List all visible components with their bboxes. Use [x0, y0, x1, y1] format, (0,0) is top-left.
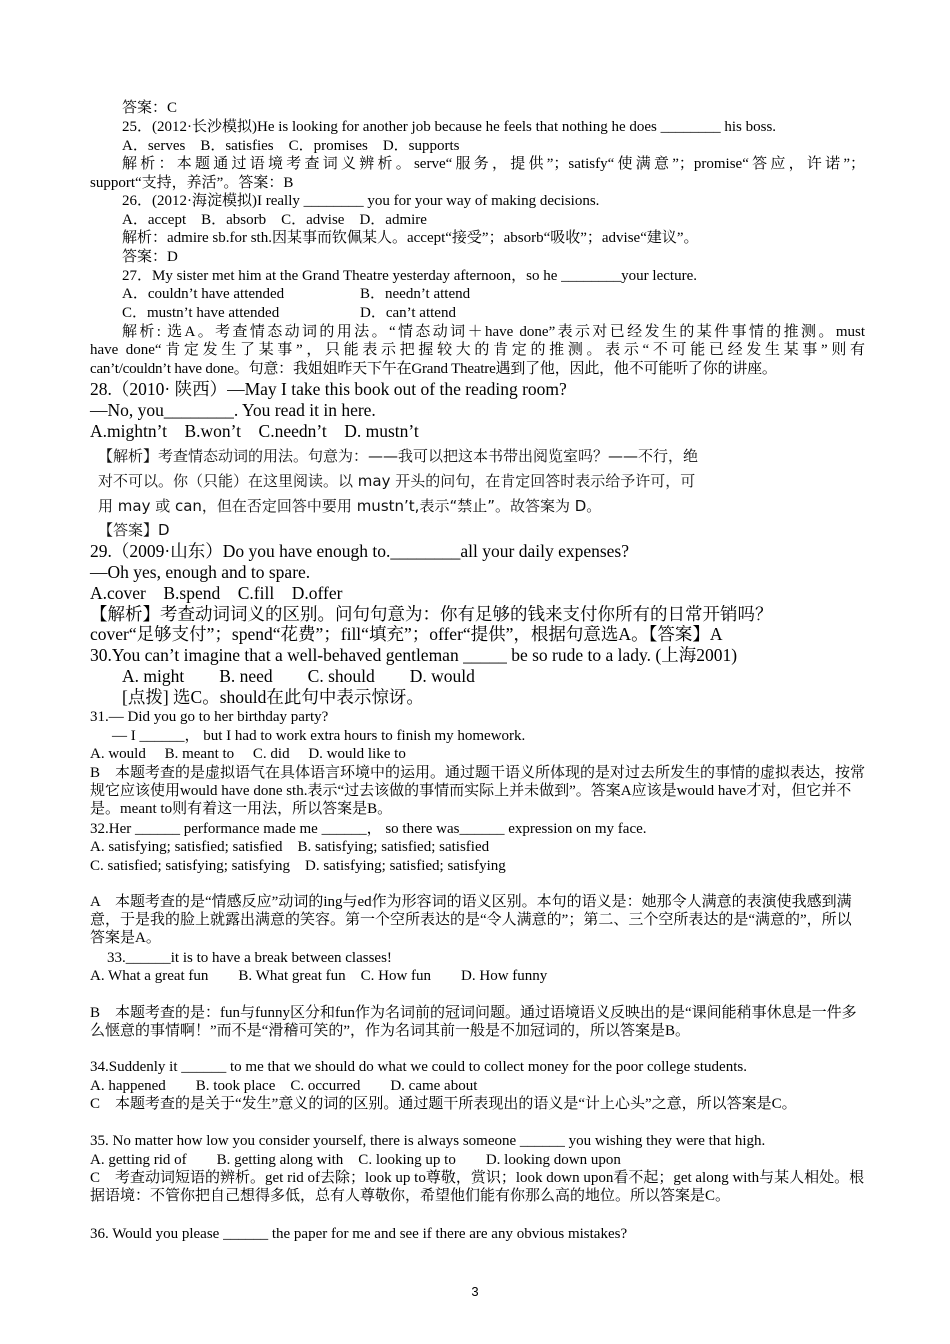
options-32-line1: A. satisfying; satisfied; satisfied B. satisfying; satisfied; satisfied	[90, 839, 490, 855]
answer-24: 答案：C	[122, 100, 178, 116]
question-25: 25．(2012·长沙模拟)He is looking for another job because he feels that nothing he does ________ his boss.	[122, 119, 777, 135]
options-28: A.mightn’t B.won’t C.needn’t D. mustn’t	[90, 421, 419, 441]
options-34: A. happened B. took place C. occurred D. came about	[90, 1078, 478, 1094]
question-35: 35. No matter how low you consider yourself, there is always someone ______ you wishing they were that high.	[90, 1133, 766, 1149]
option-27-a: A．couldn’t have attended	[122, 286, 285, 302]
question-36: 36. Would you please ______ the paper for me and see if there are any obvious mistakes?	[90, 1226, 628, 1242]
options-25: A．serves B．satisfies C．promises D．supports	[122, 138, 460, 154]
question-28: 28.（2010· 陕西）—May I take this book out of the reading room?	[90, 379, 567, 399]
question-31-reply: — I ______， but I had to work extra hours to finish my homework.	[112, 728, 526, 744]
options-35: A. getting rid of B. getting along with C. looking up to D. looking down upon	[90, 1152, 621, 1168]
question-32: 32.Her ______ performance made me ______， so there was______ expression on my face.	[90, 821, 647, 837]
analysis-29-line1: 【解析】考查动词词义的区别。问句句意为：你有足够的钱来支付你所有的日常开销吗？	[90, 604, 773, 624]
answer-26: 答案：D	[122, 249, 178, 265]
analysis-28-line3: 用 may 或 can，但在否定回答中要用 mustn’t,表示“禁止”。故答案为 D。	[98, 497, 602, 515]
analysis-29-line2: cover“足够支付”；spend“花费”；fill“填充”；offer“提供”，根据句意选A。【答案】A	[90, 624, 723, 644]
analysis-27-line2: have done“肯定发生了某事”，只能表示把握较大的肯定的推测。表示“不可能已经发生某事”则有	[90, 342, 865, 358]
options-26: A．accept B．absorb C．advise D．admire	[122, 212, 427, 228]
question-31: 31.— Did you go to her birthday party?	[90, 709, 329, 725]
analysis-25-line1: 解析：本题通过语境考查词义辨析。serve“服务，提供”；satisfy“使满意”；promise“答应，许诺”；	[122, 156, 865, 172]
analysis-35: C 考查动词短语的辨析。get rid of去除；look up to尊敬，赏识；look down upon看不起；get along with与某人相处。根据语境：不管你把自己想得多低，总有人尊敬你，希望他们能有你那么高的地位。所以答案是C。	[90, 1170, 865, 1204]
analysis-28-line2: 对不可以。你（只能）在这里阅读。以 may 开头的问句，在肯定回答时表示给予许可，可	[98, 472, 696, 490]
analysis-27-line3: can’t/couldn’t have done。句意：我姐姐昨天下午在Grand Theatre遇到了他，因此，他不可能听了你的讲座。	[90, 361, 777, 377]
analysis-32: A 本题考查的是“情感反应”动词的ing与ed作为形容词的语义区别。本句的语义是：她那令人满意的表演使我感到满意，于是我的脸上就露出满意的笑容。第一个空所表达的是“令人满意的”；第二、三个空所表达的是“满意的”，所以答案是A。	[90, 894, 852, 946]
options-32-line2: C. satisfied; satisfying; satisfying D. satisfying; satisfied; satisfying	[90, 858, 506, 874]
question-26: 26．(2012·海淀模拟)I really ________ you for your way of making decisions.	[122, 193, 600, 209]
question-34: 34.Suddenly it ______ to me that we should do what we could to collect money for the poor college students.	[90, 1059, 747, 1075]
analysis-28-line1: 【解析】考查情态动词的用法。句意为：——我可以把这本书带出阅览室吗？——不行，绝	[98, 447, 699, 465]
question-28-reply: —No, you________. You read it in here.	[90, 400, 376, 420]
question-33: 33.______it is to have a break between classes!	[107, 950, 392, 966]
question-29: 29.（2009·山东）Do you have enough to.________all your daily expenses?	[90, 541, 630, 561]
question-30: 30.You can’t imagine that a well-behaved gentleman _____ be so rude to a lady. (上海2001)	[90, 645, 738, 665]
option-27-b: B．needn’t attend	[360, 286, 471, 302]
page-number: 3	[471, 1284, 479, 1299]
tip-30: [点拨] 选C。should在此句中表示惊讶。	[122, 687, 424, 707]
option-27-d: D．can’t attend	[360, 305, 456, 321]
question-29-reply: —Oh yes, enough and to spare.	[90, 562, 311, 582]
answer-28: 【答案】D	[98, 521, 170, 539]
option-27-c: C．mustn’t have attended	[122, 305, 280, 321]
analysis-33: B 本题考查的是：fun与funny区分和fun作为名词前的冠词问题。通过语境语义反映出的是“课间能稍事休息是一件多么惬意的事情啊！”而不是“滑稽可笑的”，作为名词其前一般是不加冠词的，所以答案是B。	[90, 1005, 857, 1039]
options-30: A. might B. need C. should D. would	[122, 666, 475, 686]
options-33: A. What a great fun B. What great fun C. How fun D. How funny	[90, 968, 548, 984]
analysis-27-line1: 解析: 选A。考查情态动词的用法。“情态动词＋have done”表示对已经发生的某件事情的推测。must	[122, 324, 865, 340]
analysis-34: C 本题考查的是关于“发生”意义的词的区别。通过题干所表现出的语义是“计上心头”之意，所以答案是C。	[90, 1096, 797, 1112]
options-31: A. would B. meant to C. did D. would like to	[90, 746, 406, 762]
analysis-26: 解析：admire sb.for sth.因某事而钦佩某人。accept“接受”；absorb“吸收”；advise“建议”。	[122, 230, 699, 246]
analysis-31: B 本题考查的是虚拟语气在具体语言环境中的运用。通过题干语义所体现的是对过去所发生的事情的虚拟表达，按常规它应该使用would have done sth.表示“过去该做的事情而实际上并未做到”。答案A应该是would have才对，但它并不是。meant to则有着这一用法，所以答案是B。	[90, 765, 866, 817]
analysis-25-line2: support“支持，养活”。答案：B	[90, 175, 294, 191]
question-27: 27．My sister met him at the Grand Theatre yesterday afternoon，so he ________your lecture.	[122, 268, 697, 284]
options-29: A.cover B.spend C.fill D.offer	[90, 583, 343, 603]
